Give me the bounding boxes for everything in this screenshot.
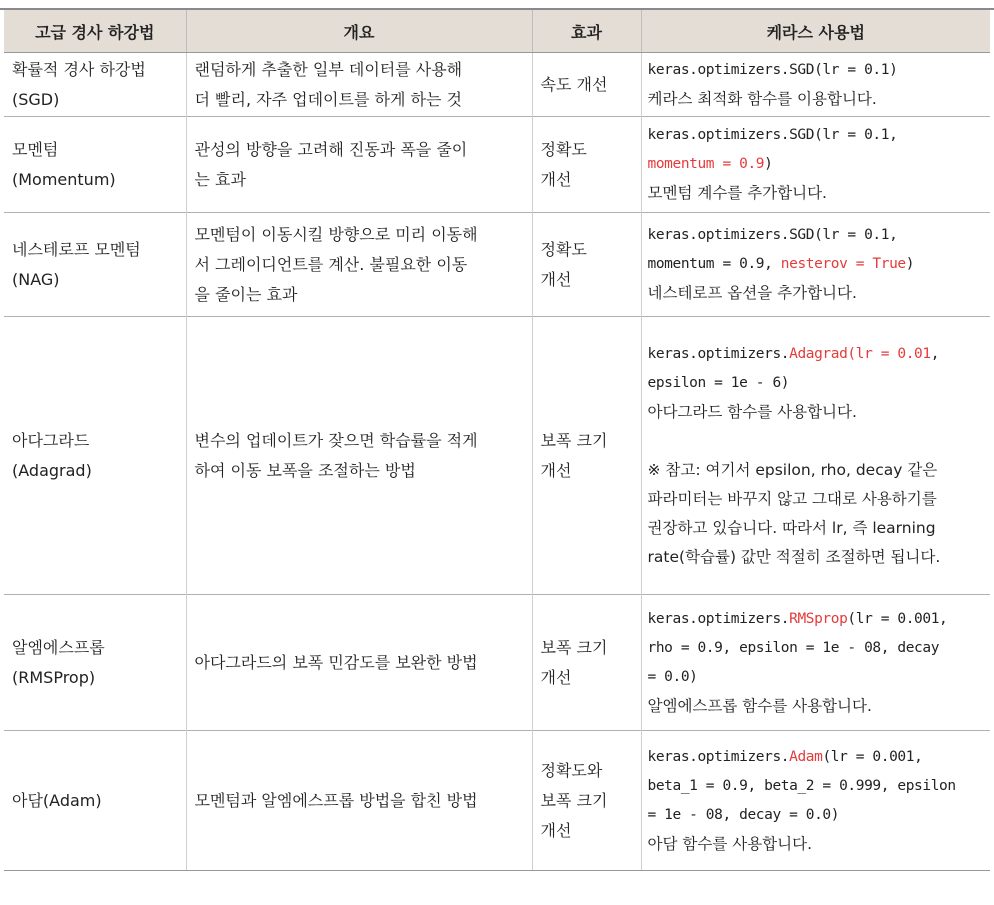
table-row <box>4 731 990 871</box>
keras-usage: keras.optimizers.Adam(lr = 0.001, beta_1 = 0.9, beta_2 = 0.999, epsilon = 1e - 08, decay = 0.0) 아담 함수를 사용합니다. <box>641 731 990 871</box>
method-effect: 정확도 개선 <box>532 213 641 317</box>
method-summary: 아다그라드의 보폭 민감도를 보완한 방법 <box>186 595 532 731</box>
method-name: 확률적 경사 하강법 (SGD) <box>4 53 186 117</box>
method-summary: 변수의 업데이트가 잦으면 학습률을 적게 하여 이동 보폭을 조절하는 방법 <box>186 317 532 595</box>
keras-usage: keras.optimizers.Adagrad(lr = 0.01, epsilon = 1e - 6) 아다그라드 함수를 사용합니다. ※ 참고: 여기서 epsilon, rho, decay 같은 파라미터는 바꾸지 않고 그대로 사용하기를 권장하고 있습니다. 따라서 lr, 즉 learning rate(학습률) 값만 적절히 조절하면 됩니다. <box>641 317 990 595</box>
method-effect: 속도 개선 <box>532 53 641 117</box>
table-row <box>4 317 990 595</box>
header-row <box>4 10 990 53</box>
method-name: 네스테로프 모멘텀 (NAG) <box>4 213 186 317</box>
keras-usage: keras.optimizers.SGD(lr = 0.1, momentum = 0.9) 모멘텀 계수를 추가합니다. <box>641 117 990 213</box>
header-summary: 개요 <box>186 10 532 53</box>
table-row <box>4 595 990 731</box>
method-effect: 보폭 크기 개선 <box>532 595 641 731</box>
method-summary: 관성의 방향을 고려해 진동과 폭을 줄이 는 효과 <box>186 117 532 213</box>
method-name: 알엠에스프롭 (RMSProp) <box>4 595 186 731</box>
header-method: 고급 경사 하강법 <box>4 10 186 53</box>
method-name: 모멘텀 (Momentum) <box>4 117 186 213</box>
header-effect: 효과 <box>532 10 641 53</box>
keras-usage: keras.optimizers.SGD(lr = 0.1) 케라스 최적화 함수를 이용합니다. <box>641 53 990 117</box>
method-effect: 정확도 개선 <box>532 117 641 213</box>
table-row <box>4 117 990 213</box>
method-summary: 랜덤하게 추출한 일부 데이터를 사용해 더 빨리, 자주 업데이트를 하게 하는 것 <box>186 53 532 117</box>
method-effect: 정확도와 보폭 크기 개선 <box>532 731 641 871</box>
method-name: 아담(Adam) <box>4 731 186 871</box>
keras-usage: keras.optimizers.SGD(lr = 0.1, momentum = 0.9, nesterov = True) 네스테로프 옵션을 추가합니다. <box>641 213 990 317</box>
keras-usage: keras.optimizers.RMSprop(lr = 0.001, rho = 0.9, epsilon = 1e - 08, decay = 0.0) 알엠에스프롭 함수를 사용합니다. <box>641 595 990 731</box>
method-name: 아다그라드 (Adagrad) <box>4 317 186 595</box>
header-keras-usage: 케라스 사용법 <box>641 10 990 53</box>
table-row <box>4 53 990 117</box>
method-summary: 모멘텀과 알엠에스프롭 방법을 합친 방법 <box>186 731 532 871</box>
method-summary: 모멘텀이 이동시킬 방향으로 미리 이동해 서 그레이디언트를 계산. 불필요한 이동 을 줄이는 효과 <box>186 213 532 317</box>
optimizer-table <box>4 10 990 871</box>
method-effect: 보폭 크기 개선 <box>532 317 641 595</box>
table-row <box>4 213 990 317</box>
reference-note: ※ 참고: 여기서 epsilon, rho, decay 같은 파라미터는 바꾸지 않고 그대로 사용하기를 권장하고 있습니다. 따라서 lr, 즉 learning rate(학습률) 값만 적절히 조절하면 됩니다. <box>647 460 941 566</box>
